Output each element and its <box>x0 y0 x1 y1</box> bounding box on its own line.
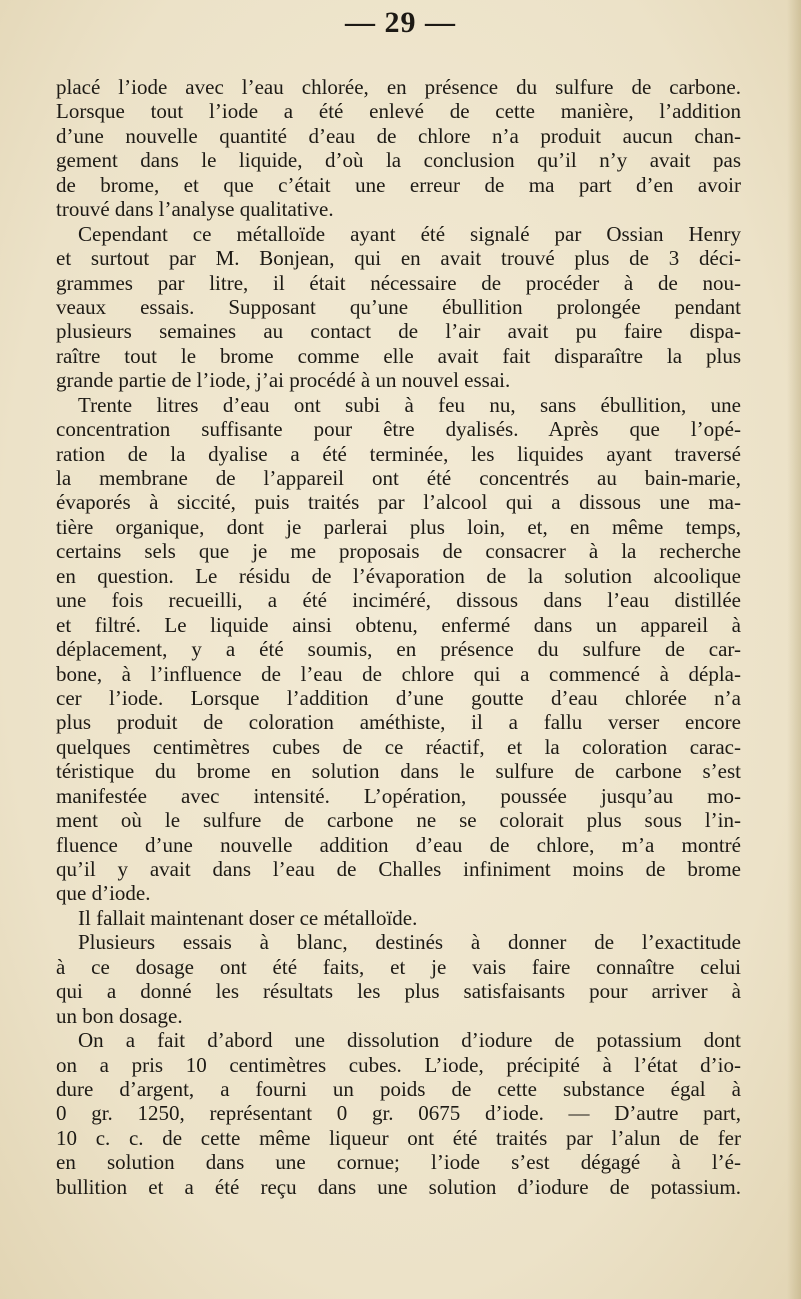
text-line: un bon dosage. <box>56 1003 183 1028</box>
text-line: bone, à l’influence de l’eau de chlore qui a commencé à dépla- <box>56 661 741 686</box>
text-line: qu’il y avait dans l’eau de Challes infiniment moins de brome <box>56 857 741 881</box>
text-line: que d’iode. <box>56 881 151 906</box>
text-line: qui a donné les résultats les plus satisfaisants pour arriver à <box>56 979 741 1004</box>
body-text <box>56 75 741 1199</box>
text-line: placé l’iode avec l’eau chlorée, en présence du sulfure de carbone. <box>56 75 741 99</box>
text-line: trouvé dans l’analyse qualitative. <box>56 197 334 222</box>
text-line: On a fait d’abord une dissolution d’iodure de potassium dont <box>78 1028 741 1053</box>
text-line: de brome, et que c’était une erreur de ma part d’en avoir <box>56 172 741 197</box>
text-line: bullition et a été reçu dans une solution d’iodure de potassium. <box>56 1174 741 1199</box>
text-line: et filtré. Le liquide ainsi obtenu, enfermé dans un appareil à <box>56 612 741 637</box>
text-line: fluence d’une nouvelle addition d’eau de chlore, m’a montré <box>56 832 741 857</box>
text-line: et surtout par M. Bonjean, qui en avait trouvé plus de 3 déci- <box>56 246 741 271</box>
text-line: déplacement, y a été soumis, en présence du sulfure de car- <box>56 637 741 662</box>
text-line: gement dans le liquide, d’où la conclusion qu’il n’y avait pas <box>56 148 741 173</box>
text-line: ration de la dyalise a été terminée, les liquides ayant traversé <box>56 441 741 466</box>
text-line: Lorsque tout l’iode a été enlevé de cette manière, l’addition <box>56 99 741 124</box>
text-line: tière organique, dont je parlerai plus loin, et, en même temps, <box>56 514 741 539</box>
text-line: plusieurs semaines au contact de l’air avait pu faire dispa- <box>56 319 741 344</box>
text-line: certains sels que je me proposais de consacrer à la recherche <box>56 539 741 564</box>
text-line: 0 gr. 1250, représentant 0 gr. 0675 d’iode. — D’autre part, <box>56 1101 741 1126</box>
text-line: ment où le sulfure de carbone ne se colorait plus sous l’in- <box>56 808 741 833</box>
text-line: téristique du brome en solution dans le sulfure de carbone s’est <box>56 759 741 784</box>
text-line: la membrane de l’appareil ont été concentrés au bain-marie, <box>56 466 741 490</box>
page-edge-shadow <box>787 0 801 1299</box>
text-line: Cependant ce métalloïde ayant été signalé par Ossian Henry <box>78 221 741 246</box>
text-line: on a pris 10 centimètres cubes. L’iode, précipité à l’état d’io- <box>56 1052 741 1077</box>
text-line: d’une nouvelle quantité d’eau de chlore n’a produit aucun chan- <box>56 123 741 148</box>
text-line: manifestée avec intensité. L’opération, poussée jusqu’au mo- <box>56 783 741 808</box>
page-number: — 29 — <box>345 6 456 39</box>
text-line: une fois recueilli, a été inciméré, dissous dans l’eau distillée <box>56 588 741 613</box>
text-line: évaporés à siccité, puis traités par l’alcool qui a dissous une ma- <box>56 490 741 515</box>
text-line: grammes par litre, il était nécessaire de procéder à de nou- <box>56 270 741 295</box>
text-line: quelques centimètres cubes de ce réactif, et la coloration carac- <box>56 734 741 759</box>
text-line: raître tout le brome comme elle avait fait disparaître la plus <box>56 343 741 368</box>
text-line: veaux essais. Supposant qu’une ébullition prolongée pendant <box>56 294 741 319</box>
text-line: cer l’iode. Lorsque l’addition d’une goutte d’eau chlorée n’a <box>56 685 741 710</box>
text-line: Trente litres d’eau ont subi à feu nu, sans ébullition, une <box>78 392 741 417</box>
text-line: en question. Le résidu de l’évaporation de la solution alcoolique <box>56 563 741 588</box>
text-line: plus produit de coloration améthiste, il a fallu verser encore <box>56 710 741 735</box>
text-line: 10 c. c. de cette même liqueur ont été traités par l’alun de fer <box>56 1125 741 1150</box>
text-line: Il fallait maintenant doser ce métalloïde. <box>78 905 418 930</box>
text-line: grande partie de l’iode, j’ai procédé à un nouvel essai. <box>56 368 511 393</box>
text-line: dure d’argent, a fourni un poids de cette substance égal à <box>56 1076 741 1101</box>
text-line: concentration suffisante pour être dyalisés. Après que l’opé- <box>56 417 741 442</box>
text-line: à ce dosage ont été faits, et je vais faire connaître celui <box>56 954 741 979</box>
text-line: en solution dans une cornue; l’iode s’est dégagé à l’é- <box>56 1150 741 1175</box>
text-line: Plusieurs essais à blanc, destinés à donner de l’exactitude <box>78 930 741 955</box>
